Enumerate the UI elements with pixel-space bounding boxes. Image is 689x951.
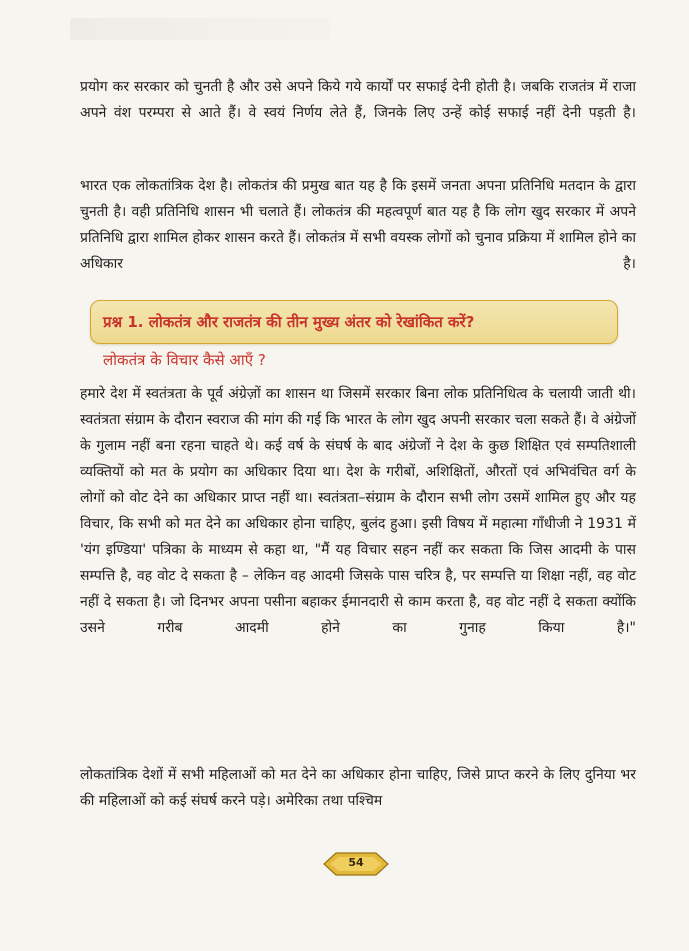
question-text: प्रश्न 1. लोकतंत्र और राजतंत्र की तीन मुख्य अंतर को रेखांकित करें? — [103, 313, 475, 331]
paragraph-monarchy-contrast: प्रयोग कर सरकार को चुनती है और उसे अपने किये गये कार्यों पर सफाई देनी होती है। जबकि राजतंत्र में राजा अपने वंश परम्परा से आते हैं। वे स्वयं निर्णय लेते हैं, जिनके लिए उन्हें कोई सफाई नहीं देनी पड़ती है। — [80, 79, 636, 121]
paragraph-freedom-struggle: हमारे देश में स्वतंत्रता के पूर्व अंग्रेज़ों का शासन था जिसमें सरकार बिना लोक प्रतिनिधित्व के चलायी जाती थी। स्वतंत्रता संग्राम के दौरान स्वराज की मांग की गई कि भारत के लोग खुद अपनी सरकार चला सकते हैं। वे अंग्रेजों के गुलाम नहीं बना रहना चाहते थे। कई वर्ष के संघर्ष के बाद अंग्रेजों ने देश के कुछ शिक्षित एवं सम्पतिशाली व्यक्तियों को मत के प्रयोग का अधिकार दिया था। देश के गरीबों, अशिक्षितों, औरतों एवं अभिवंचित वर्ग के लोगों को वोट देने का अधिकार प्राप्त नहीं था। स्वतंत्रता–संग्राम के दौरान सभी लोग उसमें शामिल हुए और यह विचार, कि सभी को मत देने का अधिकार होना चाहिए, बुलंद हुआ। इसी विषय में महात्मा गाँधीजी ने 1931 में 'यंग इण्डिया' पत्रिका के माध्यम से कहा था, "मैं यह विचार सहन नहीं कर सकता कि जिस आदमी के पास सम्पत्ति है, वह वोट दे सकता है – लेकिन वह आदमी जिसके पास चरित्र है, पर सम्पत्ति या शिक्षा नहीं, वह वोट नहीं दे सकता है। जो दिनभर अपना पसीना बहाकर ईमानदारी से काम करता है, वह वोट नहीं दे सकता क्योंकि उसने गरीब आदमी होने का गुनाह किया है।" — [80, 386, 636, 636]
faded-header-bleed — [70, 18, 330, 40]
paragraph-india-democracy: भारत एक लोकतांत्रिक देश है। लोकतंत्र की प्रमुख बात यह है कि इसमें जनता अपना प्रतिनिधि मतदान के द्वारा चुनती है। वही प्रतिनिधि शासन भी चलाते हैं। लोकतंत्र की महत्वपूर्ण बात यह है कि लोग खुद सरकार में अपने प्रतिनिधि द्वारा शामिल होकर शासन करते हैं। लोकतंत्र में सभी वयस्क लोगों को चुनाव प्रक्रिया में शामिल होने का अधिकार है। — [80, 178, 636, 272]
page-number: 54 — [348, 856, 364, 869]
paragraph-women-voting: लोकतांत्रिक देशों में सभी महिलाओं को मत देने का अधिकार होना चाहिए, जिसे प्राप्त करने के लिए दुनिया भर की महिलाओं को कई संघर्ष करने पड़े। अमेरिका तथा पश्चिम — [80, 767, 636, 809]
page-number-badge — [322, 849, 390, 879]
section-heading: लोकतंत्र के विचार कैसे आएँ ? — [103, 351, 266, 369]
question-callout-box — [90, 300, 618, 344]
